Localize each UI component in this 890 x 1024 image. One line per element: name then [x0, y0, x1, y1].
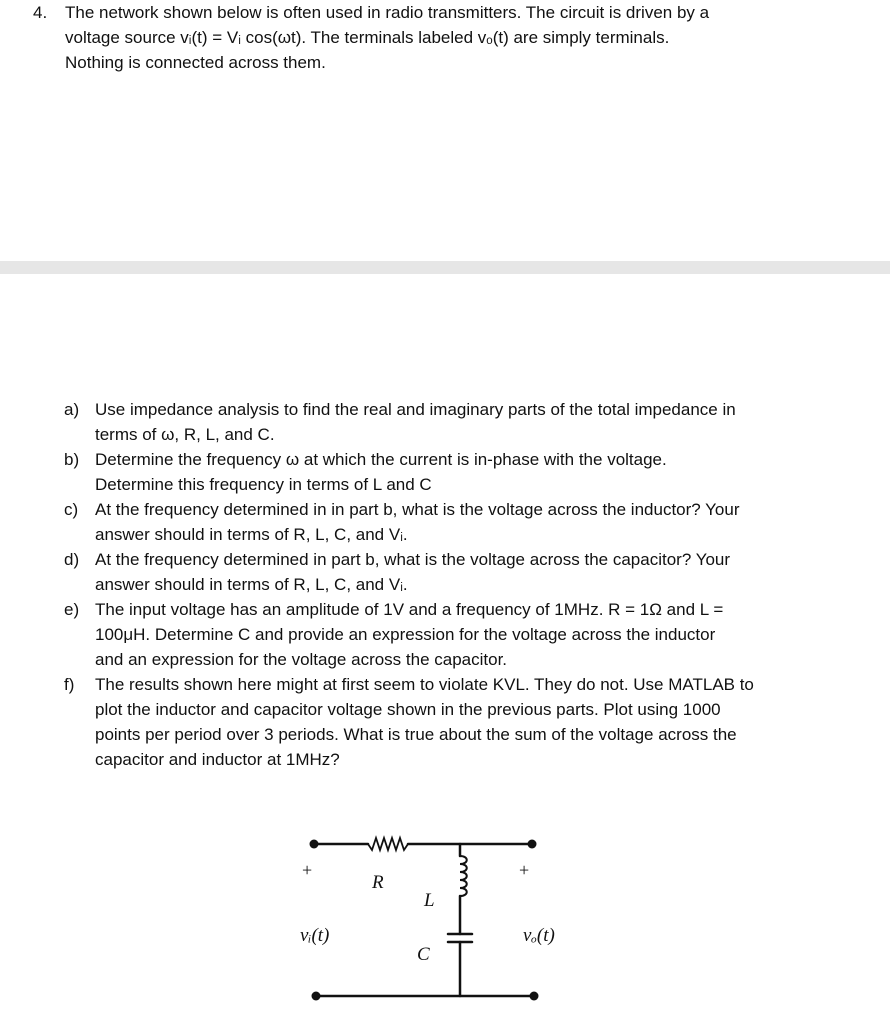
part-label: f): [64, 675, 75, 694]
part-line: answer should in terms of R, L, C, and Vᵢ.: [95, 525, 408, 544]
circuit-diagram: [290, 830, 560, 1015]
problem-line: voltage source vᵢ(t) = Vᵢ cos(ωt). The terminals labeled vₒ(t) are simply terminals.: [65, 28, 670, 47]
separator-band: [0, 261, 890, 274]
part-line: The input voltage has an amplitude of 1V and a frequency of 1MHz. R = 1Ω and L =: [95, 600, 724, 619]
part-text: [95, 672, 855, 772]
inductor-label: L: [424, 890, 435, 911]
resistor-label: R: [372, 872, 384, 893]
part-line: Use impedance analysis to find the real and imaginary parts of the total impedance in: [95, 400, 736, 419]
part-line: Determine the frequency ω at which the current is in-phase with the voltage.: [95, 450, 667, 469]
part-label: c): [64, 500, 79, 519]
plus-left-label: +: [302, 860, 313, 880]
resistor-zigzag: [368, 838, 408, 850]
part-line: At the frequency determined in part b, what is the voltage across the capacitor? Your: [95, 550, 731, 569]
problem-line: Nothing is connected across them.: [65, 53, 326, 72]
part-line: At the frequency determined in in part b, what is the voltage across the inductor? Your: [95, 500, 740, 519]
terminal-top-right: [528, 840, 537, 849]
part-label: e): [64, 600, 80, 619]
part-text: [95, 597, 855, 672]
part-label: d): [64, 550, 80, 569]
terminal-bottom-right: [530, 992, 539, 1001]
part-text: [95, 447, 855, 497]
plus-right-label: +: [519, 860, 530, 880]
part-line: 100μH. Determine C and provide an expression for the voltage across the inductor: [95, 625, 716, 644]
problem-number: 4.: [33, 3, 48, 22]
part-line: and an expression for the voltage across the capacitor.: [95, 650, 508, 669]
problem-line: The network shown below is often used in radio transmitters. The circuit is driven by a: [65, 3, 710, 22]
part-label: a): [64, 400, 80, 419]
part-text: [95, 497, 855, 547]
part-line: capacitor and inductor at 1MHz?: [95, 750, 340, 769]
output-voltage-label: vₒ(t): [523, 925, 555, 946]
part-text: [95, 397, 855, 447]
part-line: answer should in terms of R, L, C, and Vᵢ.: [95, 575, 408, 594]
terminal-bottom-left: [312, 992, 321, 1001]
capacitor-label: C: [417, 944, 430, 965]
inductor-coil: [460, 856, 467, 896]
part-line: plot the inductor and capacitor voltage shown in the previous parts. Plot using 1000: [95, 700, 721, 719]
part-line: points per period over 3 periods. What is true about the sum of the voltage across the: [95, 725, 737, 744]
part-line: terms of ω, R, L, and C.: [95, 425, 275, 444]
part-line: Determine this frequency in terms of L and C: [95, 475, 432, 494]
terminal-top-left: [310, 840, 319, 849]
part-line: The results shown here might at first seem to violate KVL. They do not. Use MATLAB to: [95, 675, 754, 694]
input-voltage-label: vᵢ(t): [300, 925, 330, 946]
part-label: b): [64, 450, 80, 469]
part-text: [95, 547, 855, 597]
